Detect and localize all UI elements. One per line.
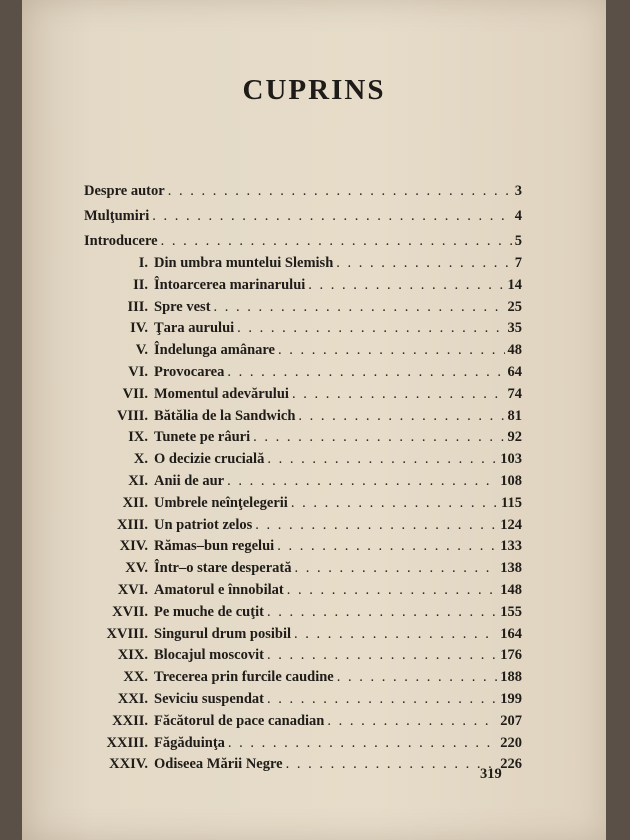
entry-page-number: 14 — [507, 277, 522, 293]
entry-page-number: 25 — [507, 299, 522, 315]
dot-leader — [292, 385, 505, 403]
entry-title: Îndelunga amânare — [154, 342, 275, 358]
entry-page-number: 81 — [507, 408, 522, 424]
chapter-number-text: V. — [135, 342, 148, 358]
dot-leader — [298, 407, 504, 425]
entry-page-number: 35 — [507, 320, 522, 336]
dot-leader — [228, 734, 497, 752]
chapter-number-text: VII. — [122, 386, 148, 402]
chapter-number-text: XIII. — [116, 517, 148, 533]
entry-title: Anii de aur — [154, 473, 225, 489]
chapter-number-text: XVIII. — [106, 626, 148, 642]
entry-page-number: 108 — [500, 473, 522, 489]
toc-entry — [106, 730, 522, 752]
dot-leader — [277, 537, 497, 555]
chapter-number-text: XIX. — [117, 647, 148, 663]
dot-leader — [336, 254, 511, 272]
dot-leader — [227, 363, 504, 381]
entry-page-number: 7 — [514, 255, 522, 271]
toc-entry — [117, 577, 522, 599]
entry-title: Tunete pe râuri — [154, 429, 251, 445]
entry-title: Ţara aurului — [154, 320, 235, 336]
entry-page-number: 5 — [514, 233, 522, 249]
toc-entry — [109, 751, 522, 773]
dot-leader — [214, 298, 505, 316]
entry-title: Mulţumiri — [84, 208, 150, 224]
toc-entry — [112, 599, 522, 621]
entry-title: Făcătorul de pace canadian — [154, 713, 325, 729]
entry-title: Umbrele neînţelegerii — [154, 495, 288, 511]
toc-entry — [122, 490, 522, 512]
toc-entry — [123, 664, 522, 686]
entry-page-number: 148 — [500, 582, 522, 598]
dot-leader — [267, 450, 497, 468]
entry-page-number: 92 — [507, 429, 522, 445]
dot-leader — [227, 472, 497, 490]
chapter-number-text: X. — [133, 451, 148, 467]
chapter-number-text: XXIV. — [109, 756, 148, 772]
entry-title: Amatorul e înnobilat — [154, 582, 284, 598]
toc-entry — [138, 250, 522, 272]
entry-title: Despre autor — [84, 183, 165, 199]
entry-page-number: 64 — [507, 364, 522, 380]
toc-entry — [128, 468, 522, 490]
toc-entry — [122, 381, 522, 403]
toc-entry — [133, 446, 522, 468]
entry-title: Trecerea prin furcile caudine — [154, 669, 334, 685]
entry-page-number: 4 — [514, 208, 522, 224]
entry-page-number: 155 — [500, 604, 522, 620]
dot-leader — [267, 646, 497, 664]
entry-title: Seviciu suspendat — [154, 691, 264, 707]
entry-page-number: 74 — [507, 386, 522, 402]
chapter-number-text: XXI. — [117, 691, 148, 707]
dot-leader — [291, 494, 498, 512]
dot-leader — [308, 276, 504, 294]
dot-leader — [168, 182, 512, 200]
toc-entry — [117, 642, 522, 664]
entry-title: Într–o stare desperată — [154, 560, 292, 576]
entry-title: Odiseea Mării Negre — [154, 756, 283, 772]
entry-page-number: 103 — [500, 451, 522, 467]
entry-page-number: 138 — [500, 560, 522, 576]
entry-title: Singurul drum posibil — [154, 626, 291, 642]
chapter-number-text: XXIII. — [106, 735, 148, 751]
page-number: 319 — [480, 766, 502, 782]
entry-title: Provocarea — [154, 364, 225, 380]
dot-leader — [267, 603, 497, 621]
entry-page-number: 164 — [500, 626, 522, 642]
entry-title: Pe muche de cuţit — [154, 604, 264, 620]
toc-entry — [116, 403, 522, 425]
entry-title: Întoarcerea marinarului — [154, 277, 306, 293]
entry-title: Spre vest — [154, 299, 211, 315]
toc-entry — [106, 621, 522, 643]
toc-entry — [133, 272, 522, 294]
dot-leader — [294, 625, 497, 643]
entry-page-number: 220 — [500, 735, 522, 751]
toc-entry — [112, 708, 522, 730]
dot-leader — [286, 755, 498, 773]
book-page — [22, 0, 606, 840]
entry-page-number: 207 — [500, 713, 522, 729]
toc-entry — [130, 315, 522, 337]
toc-entry — [84, 203, 522, 225]
chapter-number-text: XV. — [125, 560, 148, 576]
entry-page-number: 226 — [500, 756, 522, 772]
chapter-number-text: IX. — [128, 429, 148, 445]
chapter-number-text: XXII. — [112, 713, 148, 729]
entry-page-number: 3 — [514, 183, 522, 199]
entry-title: Din umbra muntelui Slemish — [154, 255, 334, 271]
dot-leader — [287, 581, 498, 599]
toc-entry — [128, 359, 522, 381]
entry-page-number: 115 — [501, 495, 522, 511]
chapter-number-text: XIV. — [119, 538, 148, 554]
chapter-number-text: XVII. — [112, 604, 148, 620]
toc-entry — [135, 337, 522, 359]
entry-page-number: 188 — [500, 669, 522, 685]
entry-title: Rămas–bun regelui — [154, 538, 275, 554]
toc-entry — [116, 512, 522, 534]
chapter-number-text: IV. — [130, 320, 148, 336]
dot-leader — [278, 341, 505, 359]
dot-leader — [161, 232, 512, 250]
toc-entry — [128, 424, 522, 446]
chapter-number-text: VI. — [128, 364, 148, 380]
chapter-number-text: XII. — [122, 495, 148, 511]
entry-title: Blocajul moscovit — [154, 647, 264, 663]
entry-page-number: 133 — [500, 538, 522, 554]
entry-page-number: 124 — [500, 517, 522, 533]
chapter-number-text: XX. — [123, 669, 148, 685]
dot-leader — [327, 712, 497, 730]
toc-entry — [119, 533, 522, 555]
entry-title: Momentul adevărului — [154, 386, 289, 402]
toc-entry — [117, 686, 522, 708]
chapter-number-text: II. — [133, 277, 148, 293]
entry-page-number: 176 — [500, 647, 522, 663]
chapter-number-text: VIII. — [116, 408, 148, 424]
entry-title: Făgăduinţa — [154, 735, 225, 751]
entry-title: O decizie crucială — [154, 451, 265, 467]
chapter-number-text: I. — [138, 255, 148, 271]
dot-leader — [237, 319, 504, 337]
chapter-number-text: XVI. — [117, 582, 148, 598]
dot-leader — [294, 559, 497, 577]
dot-leader — [267, 690, 497, 708]
entry-page-number: 199 — [500, 691, 522, 707]
dot-leader — [152, 207, 512, 225]
chapter-number-text: III. — [127, 299, 148, 315]
entry-title: Bătălia de la Sandwich — [154, 408, 296, 424]
toc-entry — [84, 178, 522, 200]
dot-leader — [255, 516, 497, 534]
entry-page-number: 48 — [507, 342, 522, 358]
toc-entry — [125, 555, 522, 577]
page-title: CUPRINS — [242, 74, 386, 106]
toc-entry — [127, 294, 522, 316]
entry-title: Un patriot zelos — [154, 517, 253, 533]
dot-leader — [253, 428, 504, 446]
dot-leader — [337, 668, 498, 686]
chapter-number-text: XI. — [128, 473, 148, 489]
toc-entry — [84, 228, 522, 250]
entry-title: Introducere — [84, 233, 158, 249]
